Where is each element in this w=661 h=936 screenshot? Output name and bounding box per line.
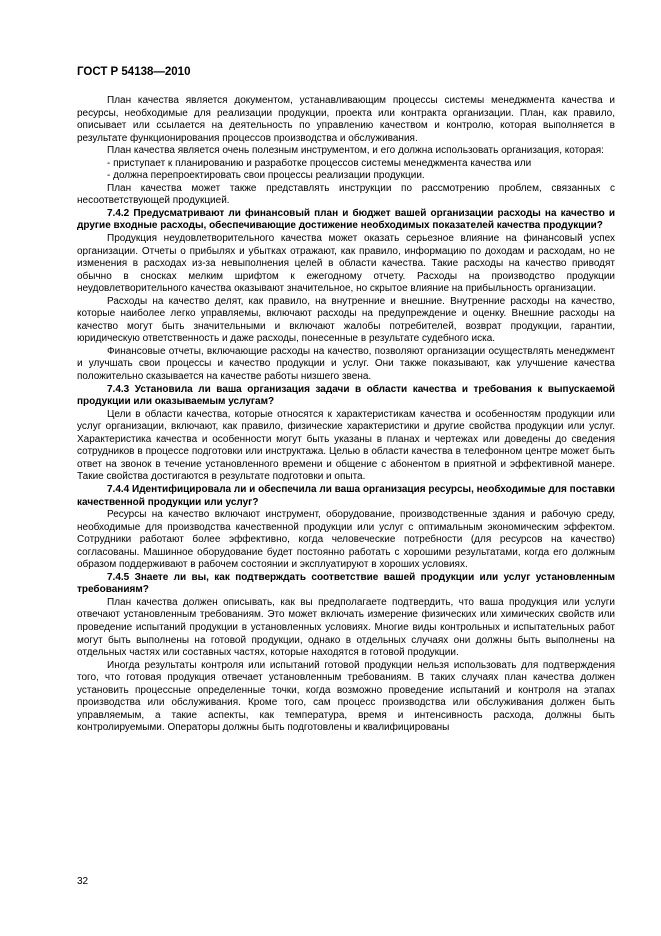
page-number: 32 — [77, 876, 89, 887]
section-heading-7-4-2: 7.4.2 Предусматривают ли финансовый план и бюджет вашей организации расходы на качество и другие входные расходы, обеспечивающие достижение необходимых показателей качества продукции? — [77, 207, 615, 232]
paragraph: План качества является документом, устанавливающим процессы системы менеджмента качества и ресурсы, необходимые для реализации продукции, проекта или контракта организации. План, как правило, описывает или ссылается на деятельность по управлению качеством и контролю, которая выполняется в результате функционирования процессов производства и обслуживания. — [77, 95, 615, 144]
paragraph: План качества является очень полезным инструментом, и его должна использовать организация, которая: — [107, 145, 604, 157]
paragraph: Продукция неудовлетворительного качества может оказать серьезное влияние на финансовый успех организации. Отчеты о прибылях и убытках отражают, как правило, информацию по доходам и расходам, но не изменения в расходах из-за невыполнения целей в области качества. Такие расходы на качество приводят обычно в сносках мелким шрифтом к ежегодному отчету. Расходы на производство продукции неудовлетворительного качества оказывают значительное, но скрытое влияние на прибыльность организации. — [77, 233, 615, 295]
paragraph: Финансовые отчеты, включающие расходы на качество, позволяют организации осуществлять менеджмент и улучшать свои процессы и качество продукции и услуг. Они также показывают, как улучшение качества положительно сказывается на качестве работы низшего звена. — [77, 345, 615, 383]
paragraph: Расходы на качество делят, как правило, на внутренние и внешние. Внутренние расходы на качество, которые наиболее легко управляемы, включают расходы на предупреждение и оценку. Внешние расходы на качество могут быть значительными и включают жалобы потребителей, возврат продукции, гарантии, юридическую ответственность и даже расходы, понесенные в результате судебного иска. — [77, 295, 615, 345]
paragraph: Иногда результаты контроля или испытаний готовой продукции нельзя использовать для подтверждения того, что готовая продукция отвечает установленным требованиям. В таких случаях план качества должен установить процессные определенные точки, когда возможно проведение испытаний и контроля на этапах производства или обслуживания. Кроме того, сам процесс производства или обслуживания должен быть управляемым, а такие аспекты, как температура, время и интенсивность расхода, должны быть контролируемыми. Операторы должны быть подготовлены и квалифицированы — [77, 659, 615, 734]
section-heading-7-4-5: 7.4.5 Знаете ли вы, как подтверждать соответствие вашей продукции или услуг установленным требованиям? — [77, 571, 615, 596]
standard-header: ГОСТ Р 54138—2010 — [77, 66, 191, 78]
paragraph: План качества может также представлять инструкции по рассмотрению проблем, связанных с несоответствующей продукцией. — [77, 182, 615, 207]
paragraph: Ресурсы на качество включают инструмент, оборудование, производственные здания и рабочую среду, необходимые для производства качественной продукции или услуг с оптимальным экономическим эффектом. Сотрудники работают более эффективно, когда человеческие потребности (для ресурсов на качество) согласованы. Машинное оборудование будет постоянно работать с хорошими результатами, когда его должным образом поддерживают в рабочем состоянии и эксплуатируют в хороших условиях. — [77, 509, 615, 571]
document-body — [77, 95, 615, 735]
section-heading-7-4-3: 7.4.3 Установила ли ваша организация задачи в области качества и требования к выпускаемой продукции или оказываемым услугам? — [77, 383, 615, 408]
paragraph: Цели в области качества, которые относятся к характеристикам качества и особенностям продукции или услуг организации, включают, как правило, физические характеристики и другие свойства продукции или услуг. Характеристика качества и особенности могут быть указаны в планах и чертежах или доведены до сведения сотрудников в процессе подготовки или инструктажа. Целью в области качества в телефонном центре может быть ответ на звонок в течение установленного времени и общение с абонентом в приятной и эффективной манере. Такие свойства достигаются в результате подготовки и опыта. — [77, 408, 615, 483]
paragraph: План качества должен описывать, как вы предполагаете подтвердить, что ваша продукция или услуги отвечают установленным требованиям. Это может включать измерение физических или химических свойств или проведение испытаний продукции в установленных условиях. Многие виды контрольных и испытательных работ могут быть выполнены на готовой продукции, однако в отдельных случаях они должны быть выполнены на отдельных частях или составных частях, которые находятся в готовой продукции. — [77, 596, 615, 659]
list-item: - приступает к планированию и разработке процессов системы менеджмента качества или — [107, 157, 532, 169]
list-item: - должна перепроектировать свои процессы реализации продукции. — [107, 170, 425, 182]
section-heading-7-4-4: 7.4.4 Идентифицировала ли и обеспечила ли ваша организация ресурсы, необходимые для поставки качественной продукции или услуг? — [77, 483, 615, 508]
